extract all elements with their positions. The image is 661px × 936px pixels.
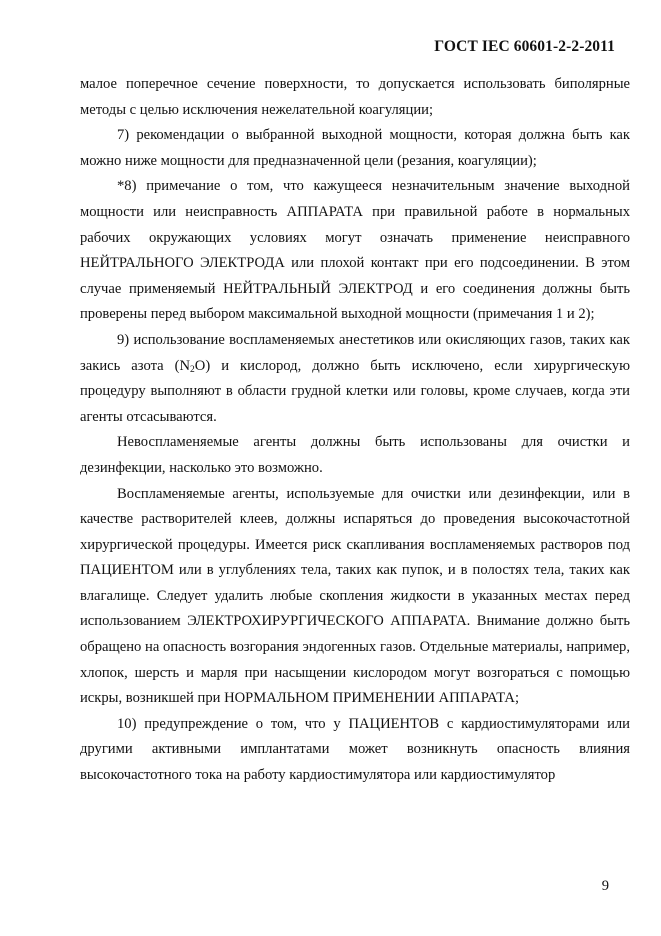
paragraph-flammable-agents: Воспламеняемые агенты, используемые для очистки или дезинфекции, или в качестве растворителей клеев, должны испаряться до проведения высокочастотной хирургической процедуры. Имеется риск скапливания воспламеняемых растворов под ПАЦИЕНТОМ или в углублениях тела, таких как пупок, и в полостях тела, таких как влагалище. Следует удалить любые скопления жидкости в указанных местах перед использованием ЭЛЕКТРОХИРУРГИЧЕСКОГО АППАРАТА. Внимание должно быть обращено на опасность возгорания эндогенных газов. Отдельные материалы, например, хлопок, шерсть и марля при насыщении кислородом могут возгораться с помощью искры, возникшей при НОРМАЛЬНОМ ПРИМЕНЕНИИ АППАРАТА; bbox=[80, 485, 630, 707]
paragraph-item-10: 10) предупреждение о том, что у ПАЦИЕНТОВ с кардиостимуляторами или другими активными имплантатами может возникнуть опасность влияния высокочастотного тока на работу кардиостимулятора или кардиостимулятор bbox=[80, 715, 630, 784]
paragraph-item-7: 7) рекомендации о выбранной выходной мощности, которая должна быть как можно ниже мощности для предназначенной цели (резания, коагуляции); bbox=[80, 127, 630, 169]
paragraph-nonflammable-agents: Невоспламеняемые агенты должны быть использованы для очистки и дезинфекции, насколько это возможно. bbox=[80, 434, 630, 476]
paragraph-item-8: *8) примечание о том, что кажущееся незначительным значение выходной мощности или неисправность АППАРАТА при правильной работе в нормальных рабочих окружающих условиях могут означать применение неисправного НЕЙТРАЛЬНОГО ЭЛЕКТРОДА или плохой контакт при его подсоединении. В этом случае применяемый НЕЙТРАЛЬНЫЙ ЭЛЕКТРОД и его соединения должны быть проверены перед выбором максимальной выходной мощности (примечания 1 и 2); bbox=[80, 178, 630, 323]
paragraph-item-9-part-2: O) и кислород, должно быть исключено, если хирургическую процедуру выполняют в области грудной клетки или головы, кроме случаев, когда эти агенты отсасываются. bbox=[80, 357, 630, 425]
subscript-2: 2 bbox=[190, 364, 195, 375]
document-header: ГОСТ IEC 60601-2-2-2011 bbox=[434, 38, 615, 55]
paragraph-continuation: малое поперечное сечение поверхности, то допускается использовать биполярные методы с целью исключения нежелательной коагуляции; bbox=[80, 76, 630, 118]
paragraph-item-9 bbox=[80, 328, 630, 430]
paragraph-item-9-part-1: 9) использование воспламеняемых анестетиков или окисляющих газов, таких как закись азота (N bbox=[80, 331, 630, 374]
document-body bbox=[80, 72, 630, 789]
page-number: 9 bbox=[601, 878, 609, 894]
